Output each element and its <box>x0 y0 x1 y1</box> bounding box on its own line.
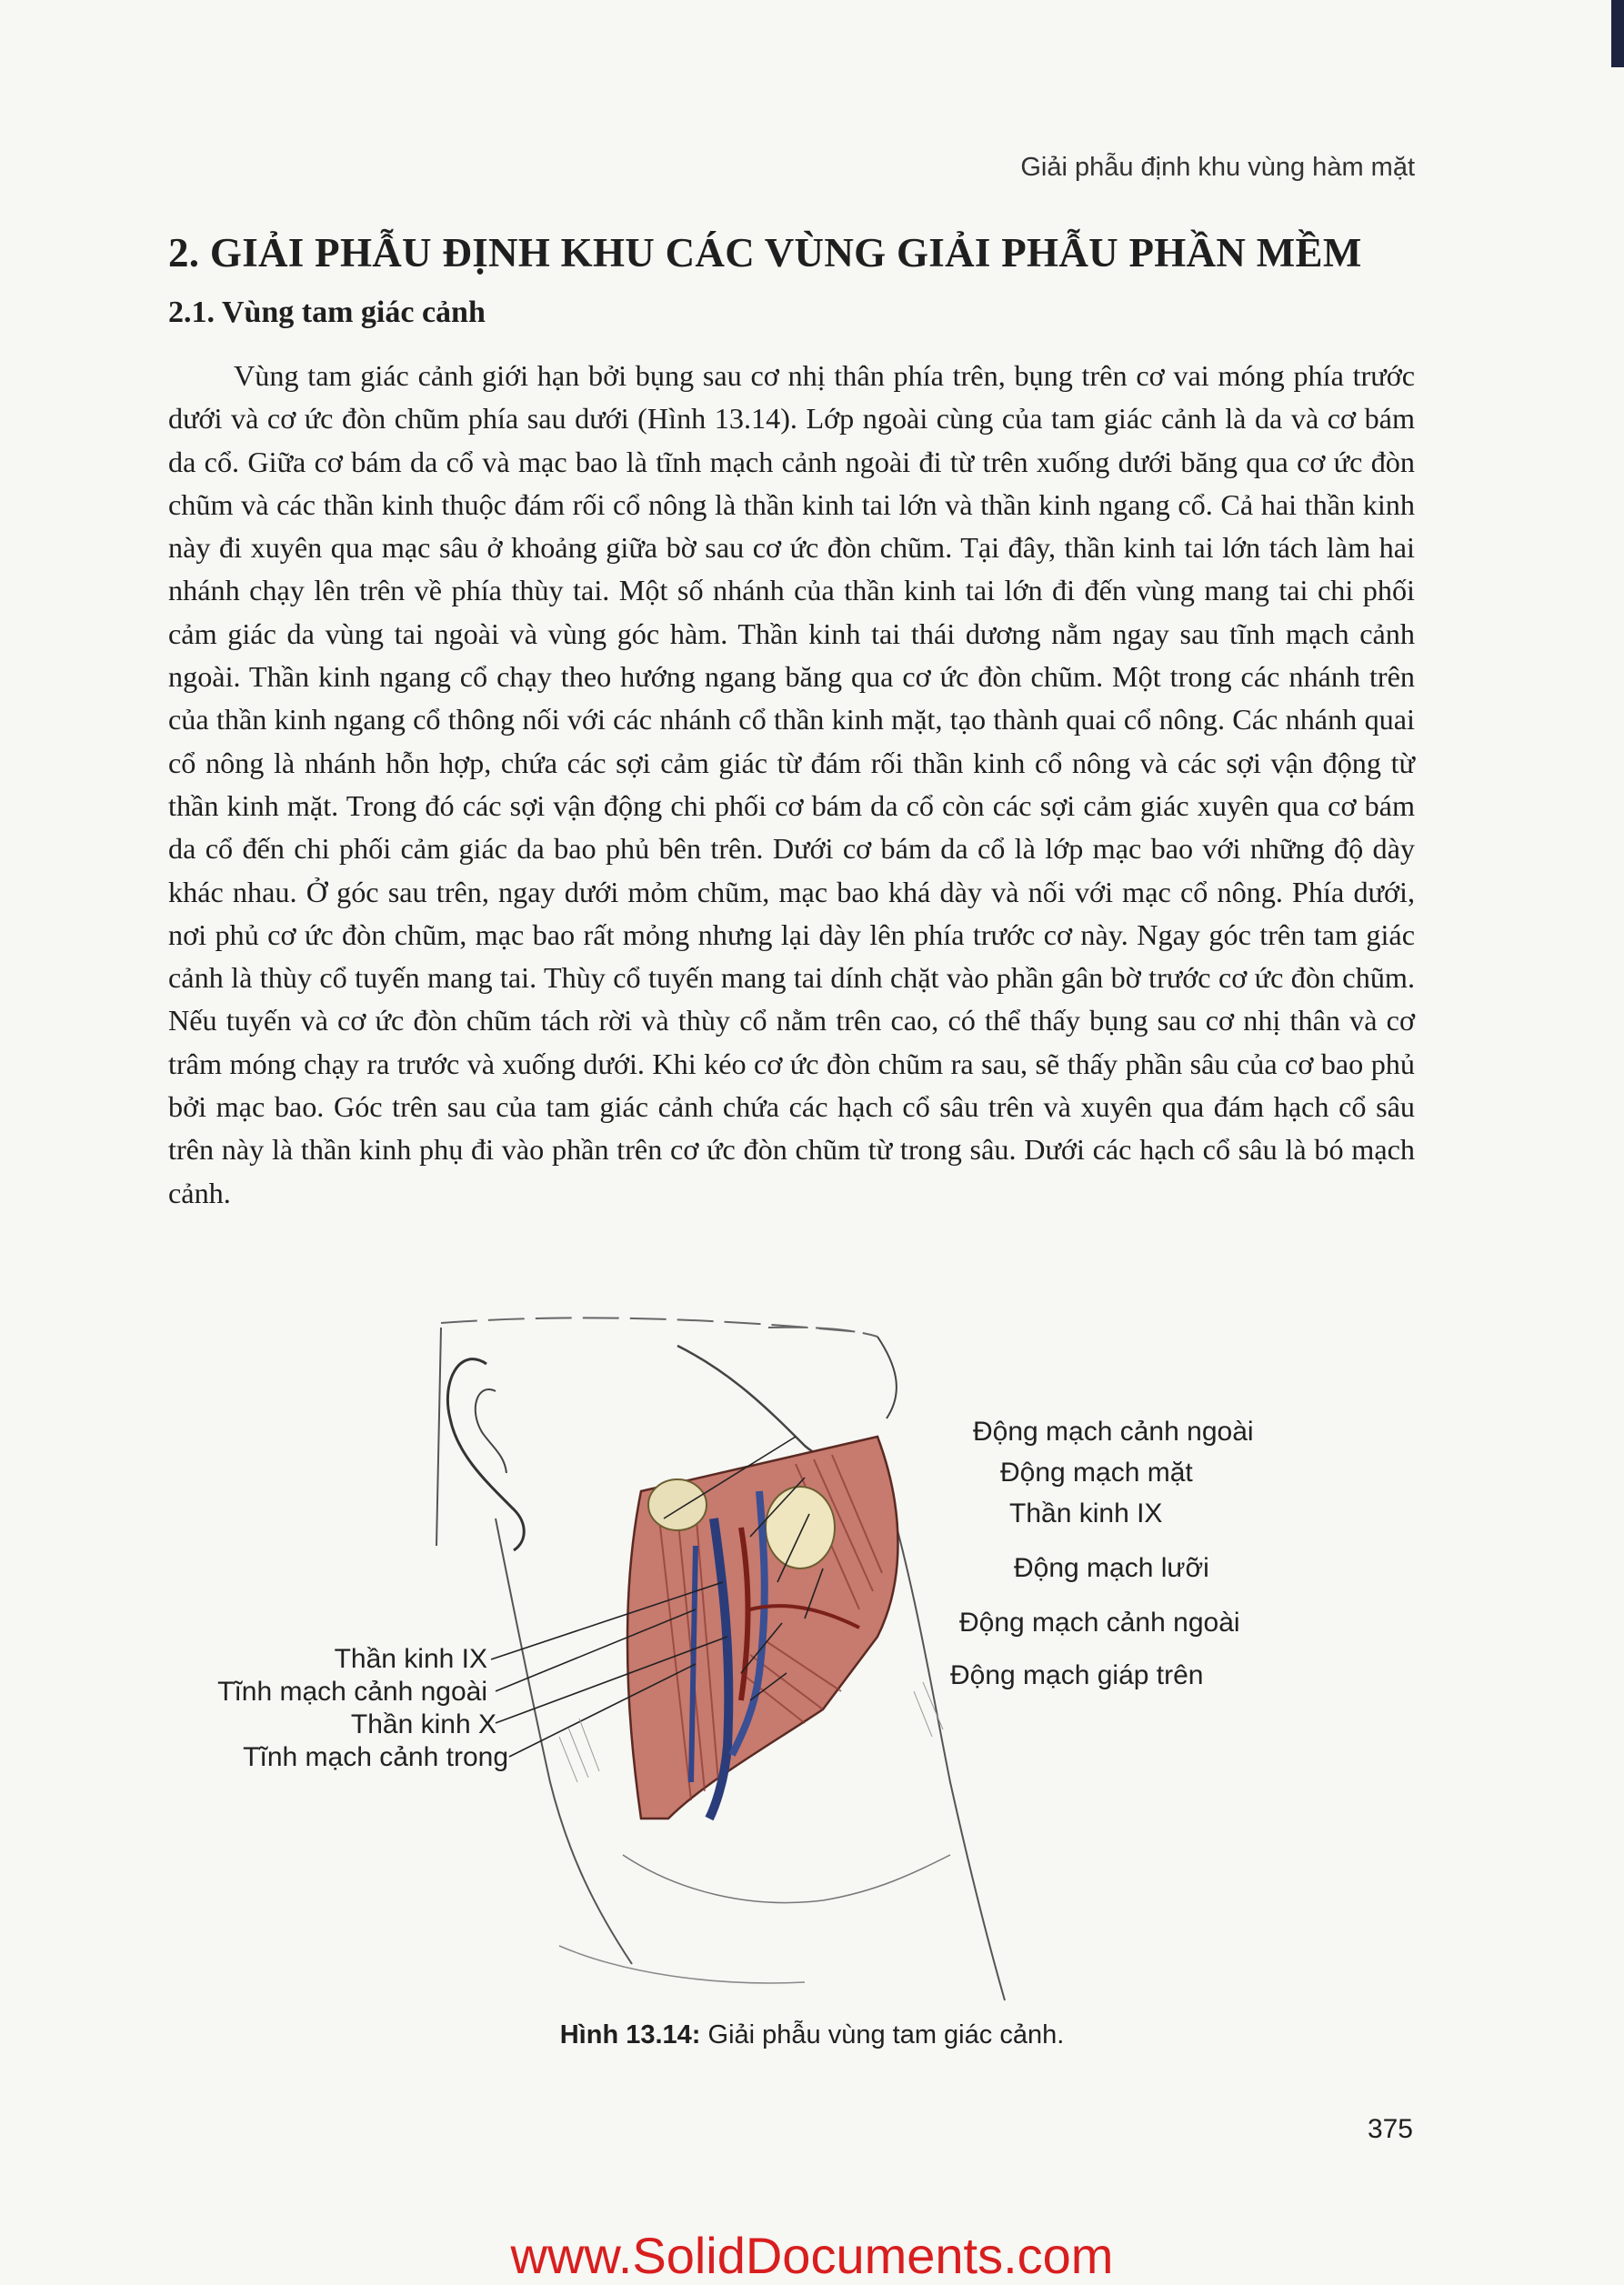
label-superior-thyroid-artery: Động mạch giáp trên <box>950 1660 1204 1690</box>
label-cranial-nerve-ix-right: Thần kinh IX <box>1009 1498 1163 1528</box>
running-header: Giải phẫu định khu vùng hàm mặt <box>1020 153 1415 182</box>
anatomy-figure <box>168 1309 1415 2009</box>
figure-caption <box>0 2020 1624 2050</box>
label-cranial-nerve-ix-left: Thần kinh IX <box>334 1644 487 1674</box>
watermark-url: www.SolidDocuments.com <box>510 2227 1114 2284</box>
label-external-jugular-vein: Tĩnh mạch cảnh ngoài <box>217 1677 487 1707</box>
caption-label: Hình 13.14: <box>559 2020 701 2049</box>
body-paragraph: Vùng tam giác cảnh giới hạn bởi bụng sau cơ nhị thân phía trên, bụng trên cơ vai móng phía trước dưới và cơ ức đòn chũm phía sau dưới (Hình 13.14). Lớp ngoài cùng của tam giác cảnh là da và cơ bám da cổ. Giữa cơ bám da cổ và mạc bao là tĩnh mạch cảnh ngoài đi từ trên xuống dưới băng qua cơ ức đòn chũm và các thần kinh thuộc đám rối cổ nông là thần kinh tai lớn và thần kinh ngang cổ. Cả hai thần kinh này đi xuyên qua mạc sâu ở khoảng giữa bờ sau cơ ức đòn chũm. Tại đây, thần kinh tai lớn tách làm hai nhánh chạy lên trên về phía thùy tai. Một số nhánh của thần kinh tai lớn đi đến vùng mang tai chi phối cảm giác da vùng tai ngoài và vùng góc hàm. Thần kinh tai thái dương nằm ngay sau tĩnh mạch cảnh ngoài. Thần kinh ngang cổ chạy theo hướng ngang băng qua cơ ức đòn chũm. Một trong các nhánh trên của thần kinh ngang cổ thông nối với các nhánh cổ thần kinh mặt, tạo thành quai cổ nông. Các nhánh quai cổ nông là nhánh hỗn hợp, chứa các sợi cảm giác từ đám rối thần kinh cổ nông và các sợi vận động từ thần kinh mặt. Trong đó các sợi vận động chi phối cơ bám da cổ còn các sợi cảm giác xuyên qua cơ bám da cổ đến chi phối cảm giác da bao phủ bên trên. Dưới cơ bám da cổ là lớp mạc bao với những độ dày khác nhau. Ở góc sau trên, ngay dưới mỏm chũm, mạc bao khá dày và nối với mạc cổ nông. Phía dưới, nơi phủ cơ ức đòn chũm, mạc bao rất mỏng nhưng lại dày lên phía trước cơ này. Ngay góc trên tam giác cảnh là thùy cổ tuyến mang tai. Thùy cổ tuyến mang tai dính chặt vào phần gân bờ trước cơ ức đòn chũm. Nếu tuyến và cơ ức đòn chũm tách rời và thùy cổ nằm trên cao, có thể thấy bụng sau cơ nhị thân và cơ trâm móng chạy ra trước và xuống dưới. Khi kéo cơ ức đòn chũm ra sau, sẽ thấy phần sâu của cơ bao phủ bởi mạc bao. Góc trên sau của tam giác cảnh chứa các hạch cổ sâu trên và xuyên qua đám hạch cổ sâu trên này là thần kinh phụ đi vào phần trên cơ ức đòn chũm từ trong sâu. Dưới các hạch cổ sâu là bó mạch cảnh. <box>168 359 1415 1209</box>
label-internal-jugular-vein: Tĩnh mạch cảnh trong <box>243 1742 508 1772</box>
edge-tab-mark <box>1611 0 1624 67</box>
label-lingual-artery: Động mạch lưỡi <box>1014 1553 1209 1583</box>
subsection-title: 2.1. Vùng tam giác cảnh <box>168 296 486 329</box>
section-title: 2. GIẢI PHẪU ĐỊNH KHU CÁC VÙNG GIẢI PHẪU PHẦN MỀM <box>168 230 1362 276</box>
label-facial-artery: Động mạch mặt <box>1000 1458 1193 1488</box>
page-number: 375 <box>1367 2114 1413 2144</box>
label-external-carotid-artery: Động mạch cảnh ngoài <box>973 1417 1254 1447</box>
caption-text: Giải phẫu vùng tam giác cảnh. <box>707 2020 1065 2049</box>
label-vagus-nerve: Thần kinh X <box>350 1709 496 1739</box>
label-external-carotid-artery-lower: Động mạch cảnh ngoài <box>959 1608 1240 1638</box>
